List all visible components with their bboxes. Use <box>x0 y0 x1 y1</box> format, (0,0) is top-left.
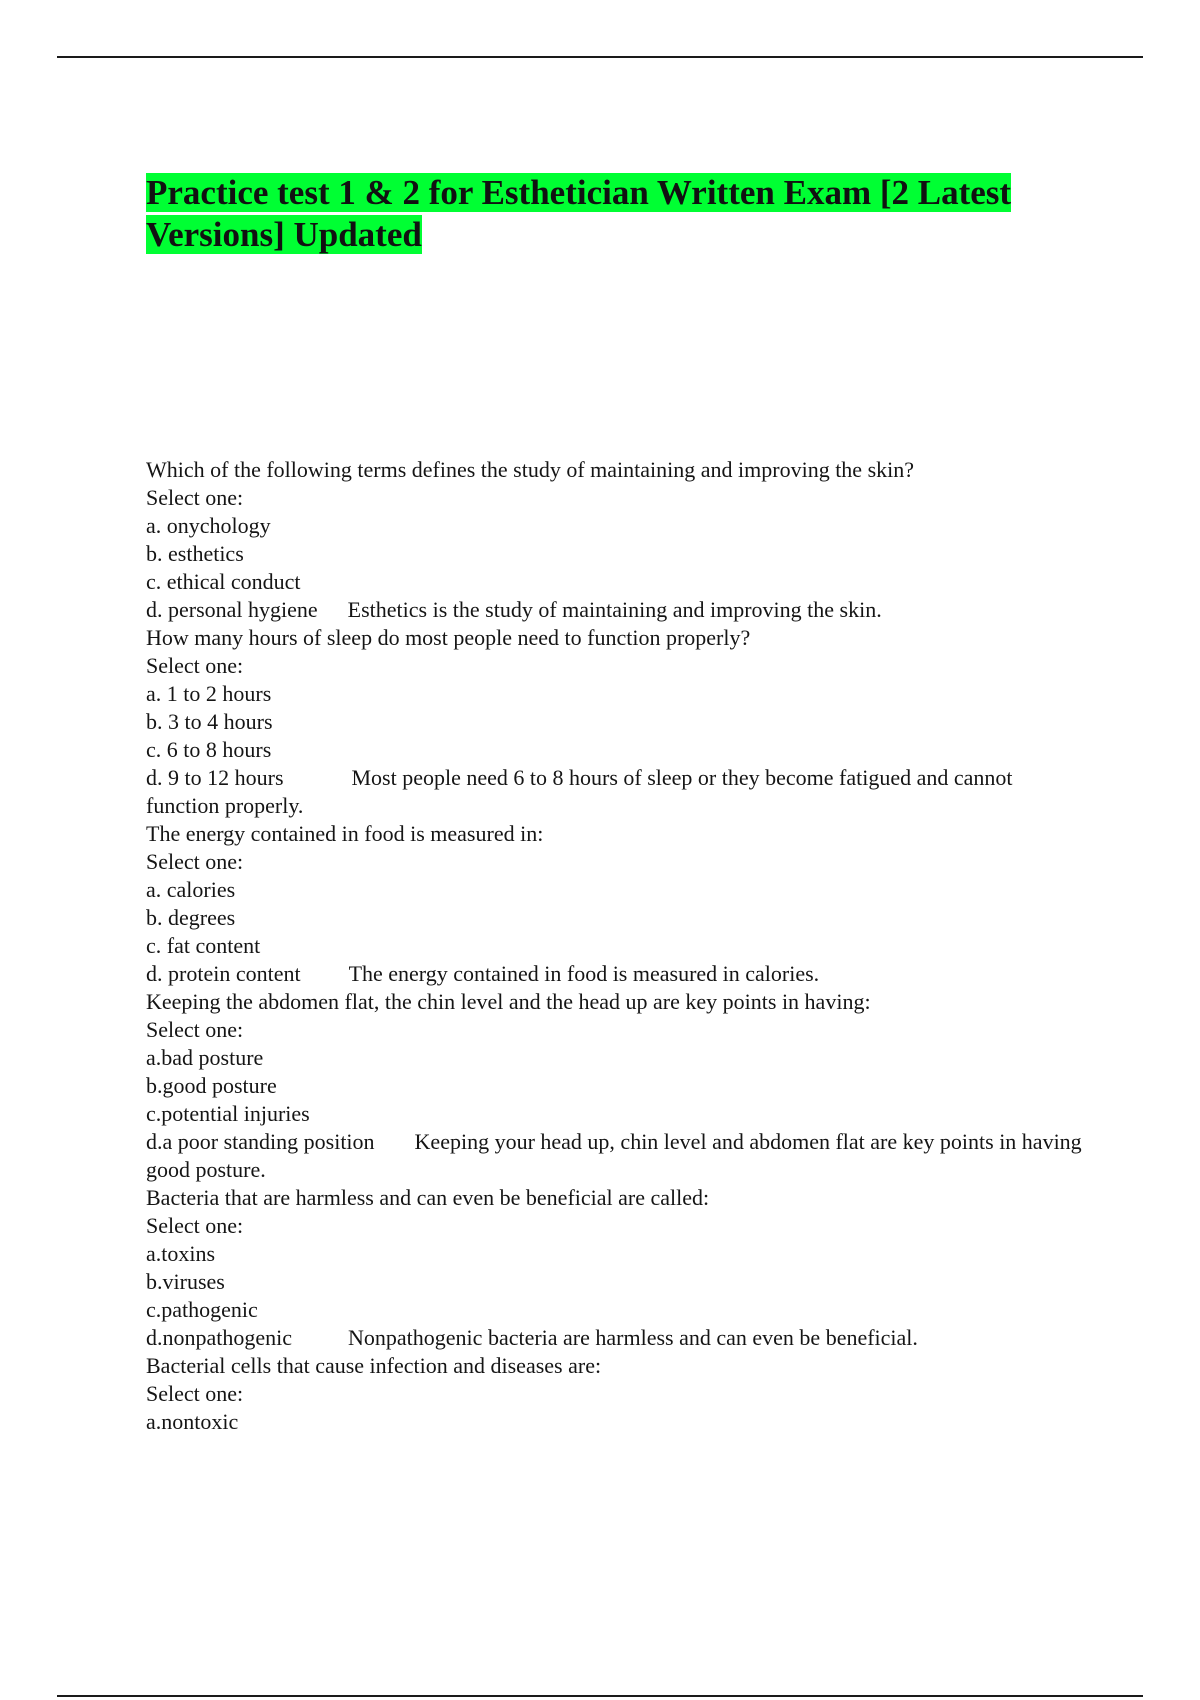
answer-option: c. ethical conduct <box>146 569 301 594</box>
answer-option: a.bad posture <box>146 1045 264 1070</box>
answer-option: d.a poor standing position <box>146 1129 375 1154</box>
answer-option: d. 9 to 12 hours <box>146 765 284 790</box>
answer-option: b.good posture <box>146 1073 277 1098</box>
question-text: Which of the following terms defines the study of maintaining and improving the skin? <box>146 457 915 482</box>
answer-explanation: Nonpathogenic bacteria are harmless and can even be beneficial. <box>348 1325 918 1350</box>
answer-option: d. personal hygiene <box>146 597 318 622</box>
answer-line-with-explanation <box>146 596 1086 624</box>
answer-option: b. degrees <box>146 905 236 930</box>
answer-option: b. esthetics <box>146 541 244 566</box>
question-text: How many hours of sleep do most people need to function properly? <box>146 625 751 650</box>
question-text: Keeping the abdomen flat, the chin level and the head up are key points in having: <box>146 989 871 1014</box>
bottom-rule <box>57 1695 1143 1697</box>
question-text: Bacteria that are harmless and can even be beneficial are called: <box>146 1185 710 1210</box>
select-one-prompt: Select one: <box>146 1017 244 1042</box>
select-one-prompt: Select one: <box>146 1213 244 1238</box>
answer-explanation: Most people need 6 to 8 hours of sleep or they become fatigued and cannot function properly. <box>146 765 1013 818</box>
answer-option: d.nonpathogenic <box>146 1325 293 1350</box>
answer-line-with-explanation <box>146 1128 1086 1184</box>
question-text: Bacterial cells that cause infection and diseases are: <box>146 1353 602 1378</box>
answer-option: c.potential injuries <box>146 1101 310 1126</box>
question-text: The energy contained in food is measured in: <box>146 821 544 846</box>
top-rule <box>57 56 1143 58</box>
answer-option: a. calories <box>146 877 236 902</box>
answer-option: d. protein content <box>146 961 301 986</box>
document-title: Practice test 1 & 2 for Esthetician Written Exam [2 Latest Versions] Updated <box>146 173 1012 254</box>
answer-option: a. 1 to 2 hours <box>146 681 272 706</box>
answer-explanation: Keeping your head up, chin level and abdomen flat are key points in having good posture. <box>146 1129 1082 1182</box>
answer-explanation: The energy contained in food is measured in calories. <box>348 961 820 986</box>
answer-option: a. onychology <box>146 513 271 538</box>
answer-option: b. 3 to 4 hours <box>146 709 273 734</box>
answer-option: a.toxins <box>146 1241 216 1266</box>
answer-line-with-explanation <box>146 1324 1086 1352</box>
select-one-prompt: Select one: <box>146 653 244 678</box>
question-list <box>146 456 1086 1436</box>
select-one-prompt: Select one: <box>146 849 244 874</box>
answer-option: c. 6 to 8 hours <box>146 737 272 762</box>
answer-option: c.pathogenic <box>146 1297 258 1322</box>
answer-option: b.viruses <box>146 1269 225 1294</box>
answer-explanation: Esthetics is the study of maintaining and improving the skin. <box>347 597 882 622</box>
select-one-prompt: Select one: <box>146 1381 244 1406</box>
answer-line-with-explanation <box>146 960 1086 988</box>
answer-option: a.nontoxic <box>146 1409 239 1434</box>
select-one-prompt: Select one: <box>146 485 244 510</box>
answer-option: c. fat content <box>146 933 261 958</box>
answer-line-with-explanation <box>146 764 1086 820</box>
